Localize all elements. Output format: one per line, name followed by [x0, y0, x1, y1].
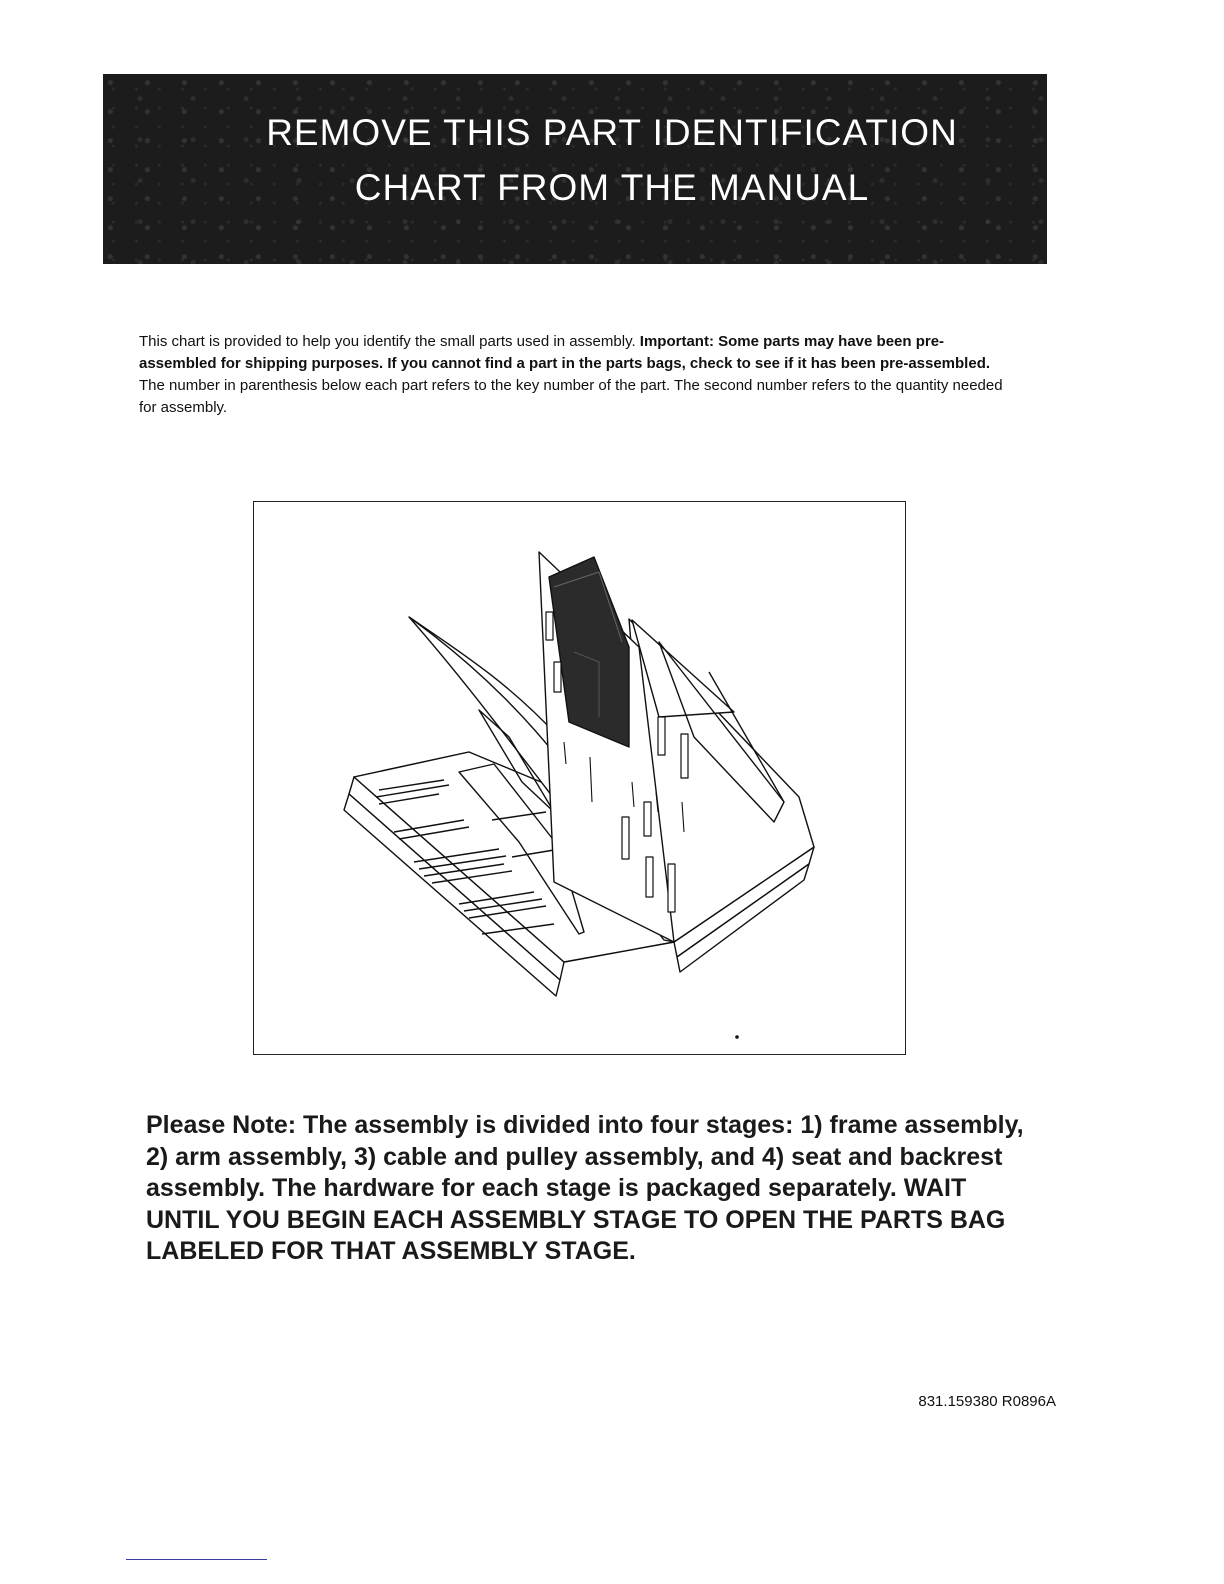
intro-important-note: Important: Some parts may have been pre-assembled for shipping purposes. If you cannot find a part in the parts bags, check to see if it has been pre-assembled.	[139, 333, 991, 372]
manual-illustration-frame	[253, 501, 906, 1055]
footer-divider	[126, 1559, 267, 1560]
intro-text-end: The number in parenthesis below each part refers to the key number of the part. The second number refers to the quantity needed for assembly.	[139, 377, 1003, 416]
banner-title-line-1: REMOVE THIS PART IDENTIFICATION	[266, 112, 958, 153]
intro-text-start: This chart is provided to help you identify the small parts used in assembly.	[139, 333, 640, 350]
open-manual-illustration	[254, 502, 904, 1053]
document-number: 831.159380 R0896A	[918, 1393, 1056, 1410]
banner-title-line-2: CHART FROM THE MANUAL	[354, 167, 870, 208]
assembly-stages-note: Please Note: The assembly is divided into four stages: 1) frame assembly, 2) arm assembly, 3) cable and pulley assembly, and 4) seat and backrest assembly. The hardware for each stage is packaged separately. WAIT UNTIL YOU BEGIN EACH ASSEMBLY STAGE TO OPEN THE PARTS BAG LABELED FOR THAT ASSEMBLY STAGE.	[146, 1111, 1024, 1265]
intro-paragraph	[139, 331, 1019, 419]
